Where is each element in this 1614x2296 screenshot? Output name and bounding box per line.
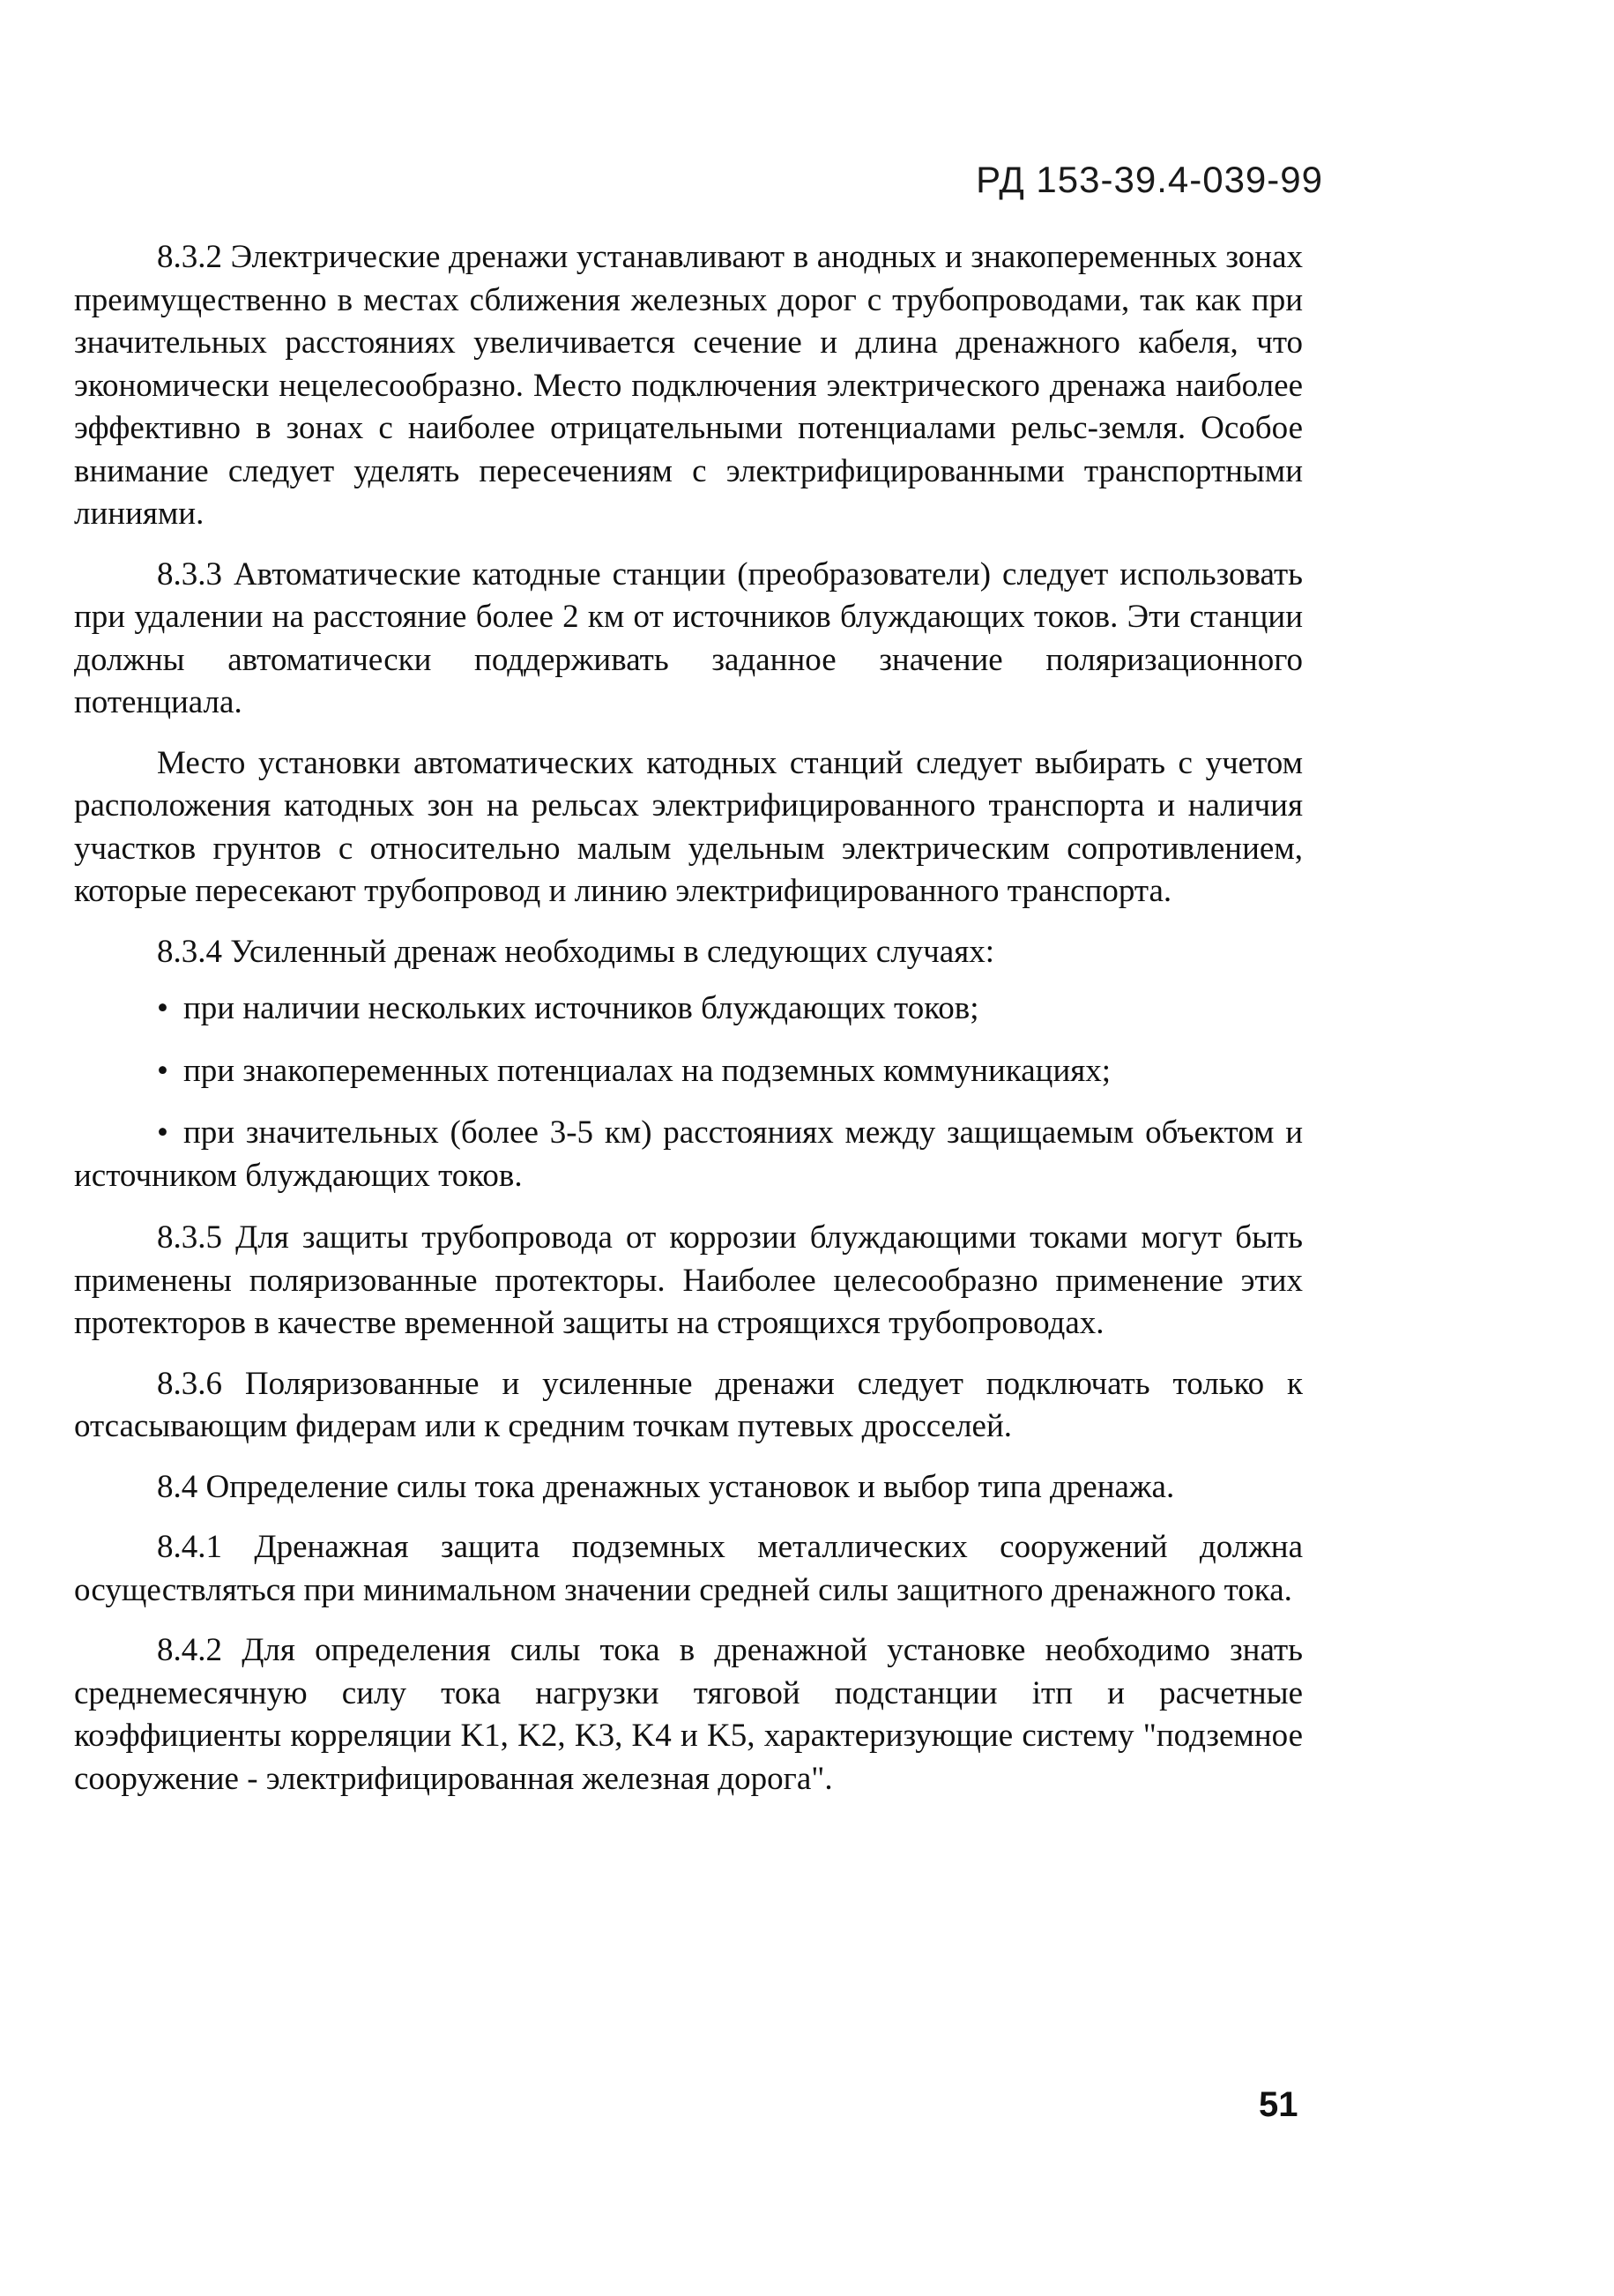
paragraph-8-4-1: 8.4.1 Дренажная защита подземных металлических сооружений должна осуществляться при минимальном значении средней силы защитного дренажного тока. bbox=[74, 1529, 1303, 1608]
list-item-text: при знакопеременных потенциалах на подземных коммуникациях; bbox=[183, 1052, 1112, 1089]
bullet-icon: • bbox=[157, 1114, 168, 1151]
paragraph-station-placement: Место установки автоматических катодных станций следует выбирать с учетом расположения катодных зон на рельсах электрифицированного транспорта и наличия участков грунтов с относительно малым удельным электрическим сопротивлением, которые пересекают трубопровод и линию электрифицированного транспорта. bbox=[74, 744, 1303, 909]
paragraph-8-3-5: 8.3.5 Для защиты трубопровода от коррозии блуждающими токами могут быть применены поляризованные протекторы. Наиболее целесообразно применение этих протекторов в качестве временной защиты на строящихся трубопроводах. bbox=[74, 1219, 1303, 1341]
document-code-header: РД 153-39.4-039-99 bbox=[976, 159, 1323, 200]
list-item-text: при наличии нескольких источников блуждающих токов; bbox=[183, 990, 979, 1026]
paragraph-8-3-3: 8.3.3 Автоматические катодные станции (преобразователи) следует использовать при удалении на расстояние более 2 км от источников блуждающих токов. Эти станции должны автоматически поддерживать заданное значение поляризационного потенциала. bbox=[74, 555, 1303, 720]
list-item bbox=[74, 1112, 1303, 1197]
paragraph-8-4-2: 8.4.2 Для определения силы тока в дренажной установке необходимо знать среднемесячную силу тока нагрузки тяговой подстанции iтп и расчетные коэффициенты корреляции K1, K2, K3, K4 и K5, характеризующие систему "подземное сооружение - электрифицированная железная дорога". bbox=[74, 1632, 1303, 1797]
bullet-icon: • bbox=[157, 1052, 168, 1089]
page-number: 51 bbox=[1259, 2085, 1298, 2124]
list-item bbox=[74, 988, 1303, 1031]
paragraph-8-3-2: 8.3.2 Электрические дренажи устанавливают в анодных и знакопеременных зонах преимущественно в местах сближения железных дорог с трубопроводами, так как при значительных расстояниях увеличивается сечение и длина дренажного кабеля, что экономически нецелесообразно. Место подключения электрического дренажа наиболее эффективно в зонах с наиболее отрицательными потенциалами рельс-земля. Особое внимание следует уделять пересечениям с электрифицированными транспортными линиями. bbox=[74, 239, 1303, 532]
paragraph-8-4: 8.4 Определение силы тока дренажных установок и выбор типа дренажа. bbox=[157, 1468, 1175, 1505]
list-item-text: при значительных (более 3-5 км) расстояниях между защищаемым объектом и источником блуждающих токов. bbox=[74, 1114, 1303, 1194]
bullet-icon: • bbox=[157, 990, 168, 1026]
paragraph-8-3-4: 8.3.4 Усиленный дренаж необходимы в следующих случаях: bbox=[157, 933, 994, 970]
document-body bbox=[74, 236, 1303, 1818]
paragraph-8-3-6: 8.3.6 Поляризованные и усиленные дренажи следует подключать только к отсасывающим фидерам или к средним точкам путевых дросселей. bbox=[74, 1365, 1303, 1444]
list-item bbox=[74, 1050, 1303, 1093]
